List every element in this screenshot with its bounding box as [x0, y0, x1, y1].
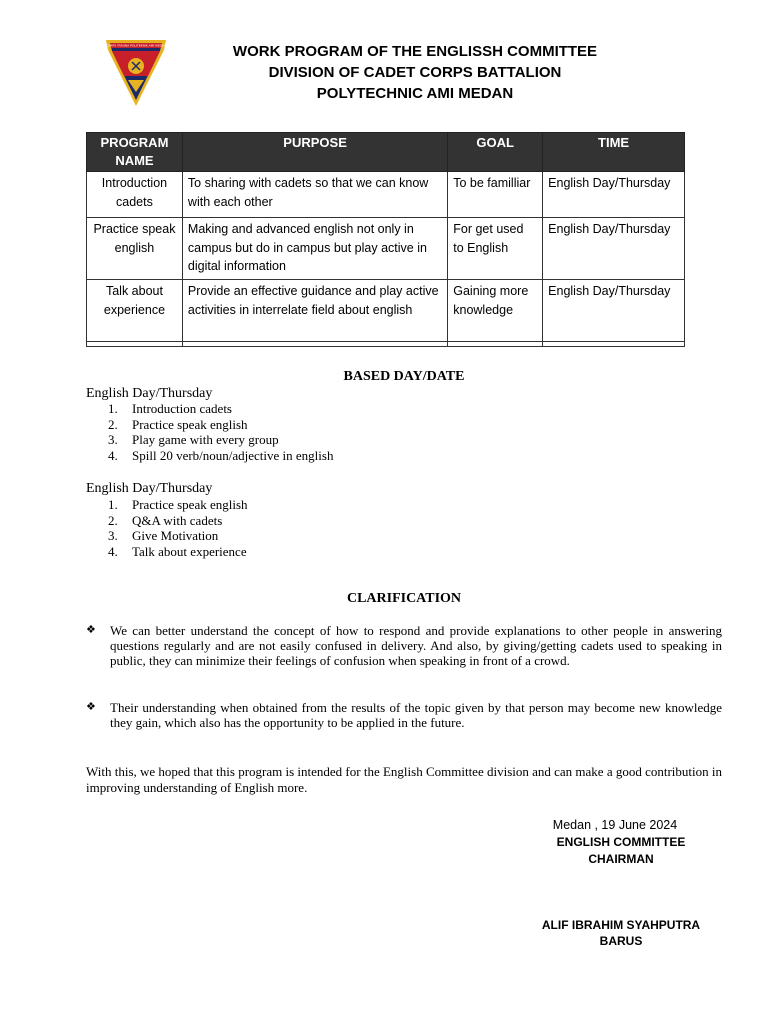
list-text: Introduction cadets: [132, 401, 232, 416]
header-goal: GOAL: [448, 133, 543, 172]
day2-label: English Day/Thursday: [86, 481, 213, 496]
list-text: Practice speak english: [132, 497, 248, 512]
cell-purpose: Provide an effective guidance and play active activities in interrelate field about english: [182, 280, 447, 342]
list-number: 3.: [108, 528, 118, 544]
signature-role-line-1: ENGLISH COMMITTEE: [556, 835, 686, 849]
list-text: Talk about experience: [132, 544, 247, 560]
day2-activity-list: [108, 497, 248, 560]
list-item: [108, 417, 333, 433]
list-number: 4.: [108, 448, 118, 464]
list-item: [108, 401, 333, 417]
schedule-heading: BASED DAY/DATE: [343, 369, 465, 384]
empty-cell: [182, 342, 447, 347]
list-text: Play game with every group: [132, 432, 279, 448]
bullet-text: Their understanding when obtained from the results of the topic given by that person may become new knowledge they gain, which also has the opportunity to be applied in the future.: [110, 700, 722, 731]
list-text: Practice speak english: [132, 416, 248, 432]
list-number: 3.: [108, 432, 118, 448]
diamond-bullet-icon: ❖: [86, 624, 96, 636]
header-program-name: PROGRAM NAME: [87, 133, 183, 172]
table-header-row: [87, 133, 685, 172]
document-title-line-1: WORK PROGRAM OF THE ENGLISSH COMMITTEE: [232, 43, 598, 60]
empty-cell: [448, 342, 543, 347]
day1-label: English Day/Thursday: [86, 386, 213, 401]
list-item: [108, 528, 248, 544]
empty-cell: [543, 342, 685, 347]
list-number: 4.: [108, 544, 118, 560]
table-row: [87, 172, 685, 218]
list-text: Give Motivation: [132, 528, 219, 544]
signature-role-line-2: CHAIRMAN: [588, 852, 654, 866]
clarification-heading: CLARIFICATION: [346, 591, 462, 606]
logo-text: CORPS TARUNA POLITEKNIK AMI MEDAN: [105, 43, 167, 48]
day1-activity-list: [108, 401, 333, 464]
corps-logo: [104, 36, 168, 108]
list-item: [108, 448, 333, 464]
header-time: TIME: [543, 133, 685, 172]
table-row: [87, 280, 685, 342]
cell-purpose: To sharing with cadets so that we can know with each other: [182, 172, 447, 218]
signatory-name-line-1: ALIF IBRAHIM SYAHPUTRA: [541, 918, 701, 932]
cell-time: English Day/Thursday: [543, 280, 685, 342]
cell-program: Talk about experience: [87, 280, 183, 342]
document-title-line-2: DIVISION OF CADET CORPS BATTALION: [268, 64, 562, 81]
cell-goal: To be familliar: [448, 172, 543, 218]
list-text: Spill 20 verb/noun/adjective in english: [132, 448, 334, 464]
signatory-name-line-2: BARUS: [599, 934, 643, 948]
document-title-line-3: POLYTECHNIC AMI MEDAN: [316, 85, 514, 102]
bullet-text: We can better understand the concept of how to respond and provide explanations to other people in answering questions regularly and are not easily confused in delivery. And also, by giving/getting cadets used to speaking in public, they can minimize their feelings of confusion when speaking in front of a crowd.: [110, 623, 722, 669]
list-number: 1.: [108, 401, 118, 416]
table-empty-row: [87, 342, 685, 347]
list-number: 2.: [108, 512, 118, 528]
cell-time: English Day/Thursday: [543, 218, 685, 280]
diamond-bullet-icon: ❖: [86, 701, 96, 713]
list-number: 2.: [108, 416, 118, 432]
list-item: [108, 544, 248, 560]
cell-goal: For get used to English: [448, 218, 543, 280]
list-item: [108, 513, 248, 529]
list-text: Q&A with cadets: [132, 512, 223, 528]
table-row: [87, 218, 685, 280]
work-program-table: [86, 132, 685, 347]
clarification-bullet-2: [86, 700, 722, 730]
cell-time: English Day/Thursday: [543, 172, 685, 218]
list-item: [108, 497, 248, 513]
signature-place-date: Medan , 19 June 2024: [552, 818, 678, 832]
cell-goal: Gaining more knowledge: [448, 280, 543, 342]
clarification-bullet-1: [86, 623, 722, 669]
header-purpose: PURPOSE: [182, 133, 447, 172]
list-number: 1.: [108, 497, 118, 512]
cell-purpose: Making and advanced english not only in campus but do in campus but play active in digital information: [182, 218, 447, 280]
cell-program: Practice speak english: [87, 218, 183, 280]
empty-cell: [87, 342, 183, 347]
cell-program: Introduction cadets: [87, 172, 183, 218]
list-item: [108, 432, 333, 448]
closing-paragraph: With this, we hoped that this program is intended for the English Committee division and can make a good contribution in improving understanding of English more.: [86, 764, 723, 795]
